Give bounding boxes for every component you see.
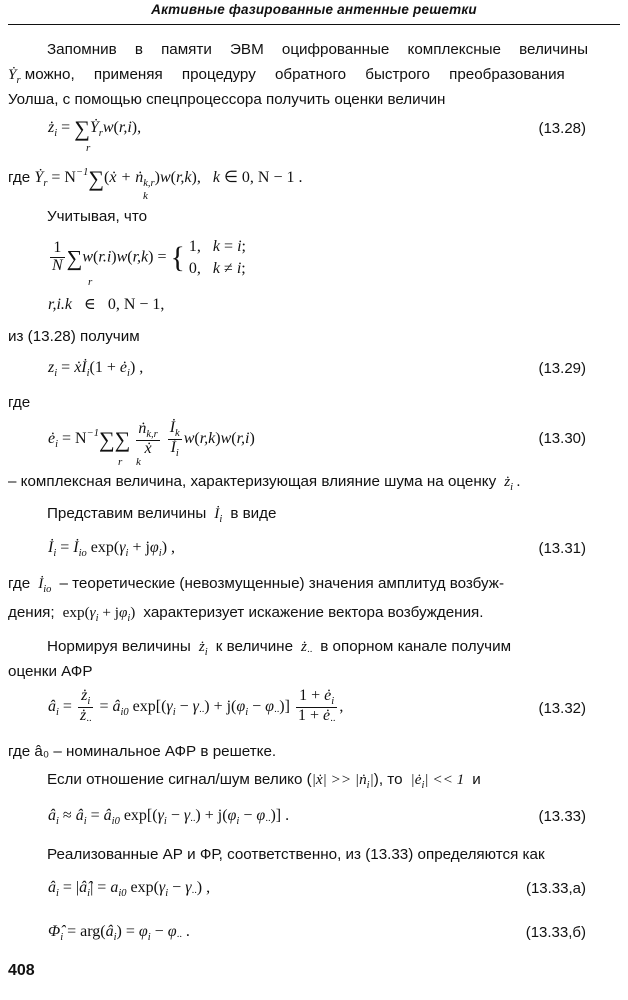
paragraph-line: дения; $\exp(\gamma_i + j\varphi_i)$ характеризует искажение вектора возбуждения. — [8, 604, 484, 624]
sum-index: k — [143, 190, 148, 202]
equation-number: (13.30) — [538, 430, 586, 447]
paragraph-line: Уолша, с помощью спецпроцессора получить оценки величин — [8, 91, 446, 108]
paragraph-line: где — [8, 394, 31, 411]
paragraph-line: Запомнив в памяти ЭВМ оцифрованные комплексные величины — [47, 41, 588, 58]
equation-number: (13.33) — [538, 808, 586, 825]
paragraph-line: оценки АФР — [8, 663, 93, 680]
equation-13-33a: $â_i$ = $|â̂_i| = a_{i0}$ $\exp(\gamma_i - \gamma_{\cdot\cdot})$ , — [48, 879, 211, 899]
paragraph-line: Если отношение сигнал/шум велико (|ẋ| >> |ṅ$_i$|), то $|ė_i| << 1$ и — [47, 771, 481, 791]
paragraph-line: Представим величины $İ_i$ в виде — [47, 505, 277, 525]
equation-number: (13.29) — [538, 360, 586, 377]
equation-13-32: $â_i$ = $\frac{ż_i}{ż_{\cdot\cdot}}$ = $â_{i0}$ $\exp[(\gamma_i - \gamma_{\cdot\cdot}) + j(\varphi_i - \varphi_{\cdot\cdot})]$ $\frac{1 + ė_i}{1 + ė_{\cdot\cdot}}$ , — [48, 687, 344, 728]
paragraph-line: Реализованные АР и ФР, соответственно, из (13.33) определяются как — [47, 846, 545, 863]
equation-13-29: $z_i$ = ẋİ$_i$(1 + $ė_i$) , — [48, 359, 144, 379]
running-header: Активные фазированные антенные решетки — [151, 2, 477, 17]
paragraph-line: Нормируя величины $ż_i$ к величине $ż_{\cdot\cdot}$ в опорном канале получим — [47, 638, 512, 658]
equation-13-33b: $\Phî_i$ = $arg(â_i) = \varphi_i - \varphi_{\cdot\cdot}$ . — [48, 923, 190, 943]
sum-index: r k — [118, 456, 141, 468]
sum-index: r — [88, 276, 93, 288]
equation-13-31: $İ_i$ = $İ_{io}$ $\exp(\gamma_i + j\varphi_i)$ , — [48, 539, 176, 559]
orthogonality-equation: $\frac{1}{N}$ ∑w(r.i)w(r,k) = { 1, k = i; 0, k ≠ i; — [52, 238, 246, 277]
paragraph-line: из (13.28) получим — [8, 328, 140, 345]
equation-number: (13.31) — [538, 540, 586, 557]
header-rule — [8, 24, 620, 25]
index-range: r,i.k ∈ 0, N − 1, — [48, 296, 165, 313]
paragraph-line: где Ẏ$_r$ = $N^{-1}\sum(ẋ$ + ṅ$_{k,r}$)w(r,k), k ∈ 0, N − 1 . — [8, 166, 303, 191]
paragraph-line: – комплексная величина, характеризующая влияние шума на оценку $ż_i$ . — [8, 473, 521, 493]
equation-number: (13.32) — [538, 700, 586, 717]
page-number: 408 — [8, 962, 35, 979]
equation-13-28: $ż_i$ = ∑Ẏ$_r$w(r,i), — [48, 116, 142, 141]
paragraph-line: Учитывая, что — [47, 208, 148, 225]
paragraph-line: где â₀ – номинальное АФР в решетке. — [8, 743, 277, 760]
paragraph-line: Ẏ$_r$ можно, применяя процедуру обратного быстрого преобразования — [8, 66, 565, 86]
paragraph-line: где $İ_{io}$ – теоретические (невозмущенные) значения амплитуд возбуж- — [8, 575, 505, 595]
equation-number: (13.28) — [538, 120, 586, 137]
equation-13-33: $â_i$ ≈ $â_i$ = $â_{i0}$ $\exp[(\gamma_i - \gamma_{\cdot\cdot}) + j(\varphi_i - \varphi_{\cdot\cdot})]$ . — [48, 807, 290, 827]
equation-13-30: $ė_i = N^{-1}\sum\sum$ $\frac{ṅ_{k,r}}{\text{ẋ}}$ $\frac{İ_k}{İ_i}$ w(r,k)w(r,i) — [48, 419, 255, 460]
sum-index: r — [86, 142, 91, 154]
equation-number: (13.33,б) — [525, 924, 586, 941]
equation-number: (13.33,а) — [525, 880, 586, 897]
